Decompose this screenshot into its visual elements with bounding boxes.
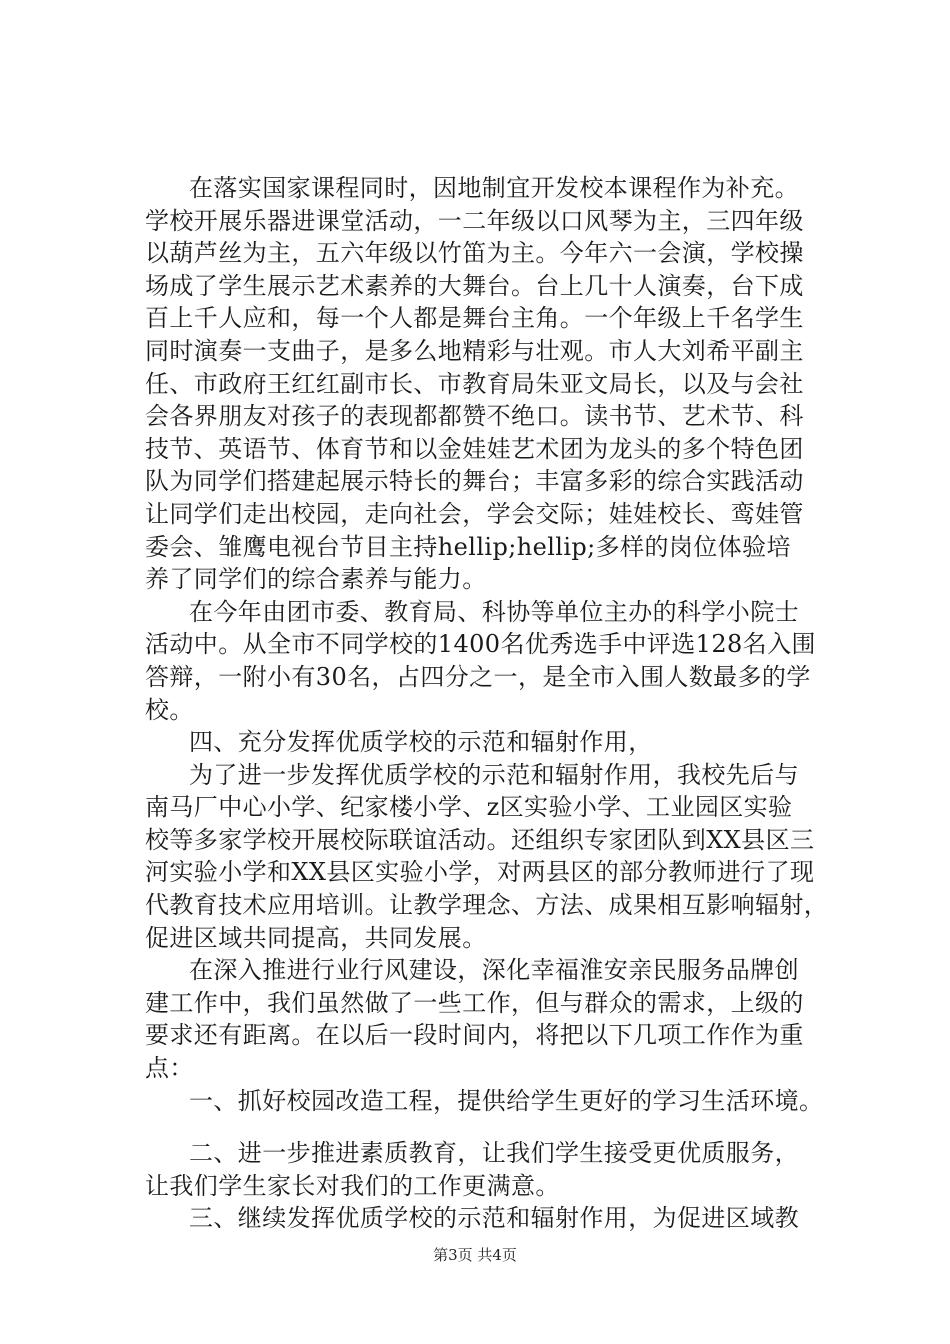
- text-line: 技节、英语节、体育节和以金娃娃艺术团为龙头的多个特色团: [145, 434, 804, 463]
- text-line: 点：: [145, 1054, 194, 1083]
- text-line: 河实验小学和XX县区实验小学，对两县区的部分教师进行了现: [145, 858, 815, 887]
- text-line: 委会、雏鹰电视台节目主持hellip;hellip;多样的岗位体验培: [145, 532, 791, 561]
- text-line: 南马厂中心小学、纪家楼小学、z区实验小学、工业园区实验: [145, 793, 793, 822]
- text-line: 养了同学们的综合素养与能力。: [145, 565, 487, 594]
- text-line: 活动中。从全市不同学校的1400名优秀选手中评选128名入围: [145, 630, 816, 659]
- text-line: 建工作中，我们虽然做了一些工作，但与群众的需求，上级的: [145, 988, 804, 1017]
- text-line: 为了进一步发挥优质学校的示范和辐射作用，我校先后与: [189, 760, 799, 789]
- text-line: 在今年由团市委、教育局、科协等单位主办的科学小院士: [189, 597, 799, 626]
- text-line: 校等多家学校开展校际联谊活动。还组织专家团队到XX县区三: [145, 825, 815, 854]
- text-line: 让我们学生家长对我们的工作更满意。: [145, 1171, 560, 1200]
- text-line: 以葫芦丝为主，五六年级以竹笛为主。今年六一会演，学校操: [145, 239, 804, 268]
- text-line: 同时演奏一支曲子，是多么地精彩与壮观。市人大刘希平副主: [145, 336, 804, 365]
- list-item: 三、继续发挥优质学校的示范和辐射作用，为促进区域教: [189, 1204, 799, 1233]
- paragraph-gap: [145, 1117, 845, 1137]
- text-line: 答辩，一附小有30名，占四分之一，是全市入围人数最多的学: [145, 662, 811, 691]
- text-line: 队为同学们搭建起展示特长的舞台；丰富多彩的综合实践活动: [145, 467, 804, 496]
- text-line: 让同学们走出校园，走向社会，学会交际；娃娃校长、鸾娃管: [145, 499, 804, 528]
- text-line: 在落实国家课程同时，因地制宜开发校本课程作为补充。: [189, 174, 799, 202]
- list-item: 一、抓好校园改造工程，提供给学生更好的学习生活环境。: [189, 1086, 824, 1115]
- text-line: 促进区域共同提高，共同发展。: [145, 923, 487, 952]
- document-body: [145, 172, 845, 1235]
- page-footer: 第3页 共4页: [433, 1246, 517, 1264]
- section-heading: 四、充分发挥优质学校的示范和辐射作用，: [189, 728, 653, 757]
- text-line: 场成了学生展示艺术素养的大舞台。台上几十人演奏，台下成: [145, 271, 804, 300]
- text-line: 会各界朋友对孩子的表现都都赞不绝口。读书节、艺术节、科: [145, 402, 804, 431]
- text-line: 百上千人应和，每一个人都是舞台主角。一个年级上千名学生: [145, 304, 804, 333]
- text-line: 要求还有距离。在以后一段时间内，将把以下几项工作作为重: [145, 1021, 804, 1050]
- text-line: 学校开展乐器进课堂活动，一二年级以口风琴为主，三四年级: [145, 206, 804, 235]
- text-line: 代教育技术应用培训。让教学理念、方法、成果相互影响辐射，: [145, 891, 829, 920]
- text-line: 在深入推进行业行风建设，深化幸福淮安亲民服务品牌创: [189, 956, 799, 985]
- text-line: 任、市政府王红红副市长、市教育局朱亚文局长，以及与会社: [145, 369, 804, 398]
- text-line: 校。: [145, 695, 194, 724]
- list-item: 二、进一步推进素质教育，让我们学生接受更优质服务，: [189, 1139, 799, 1168]
